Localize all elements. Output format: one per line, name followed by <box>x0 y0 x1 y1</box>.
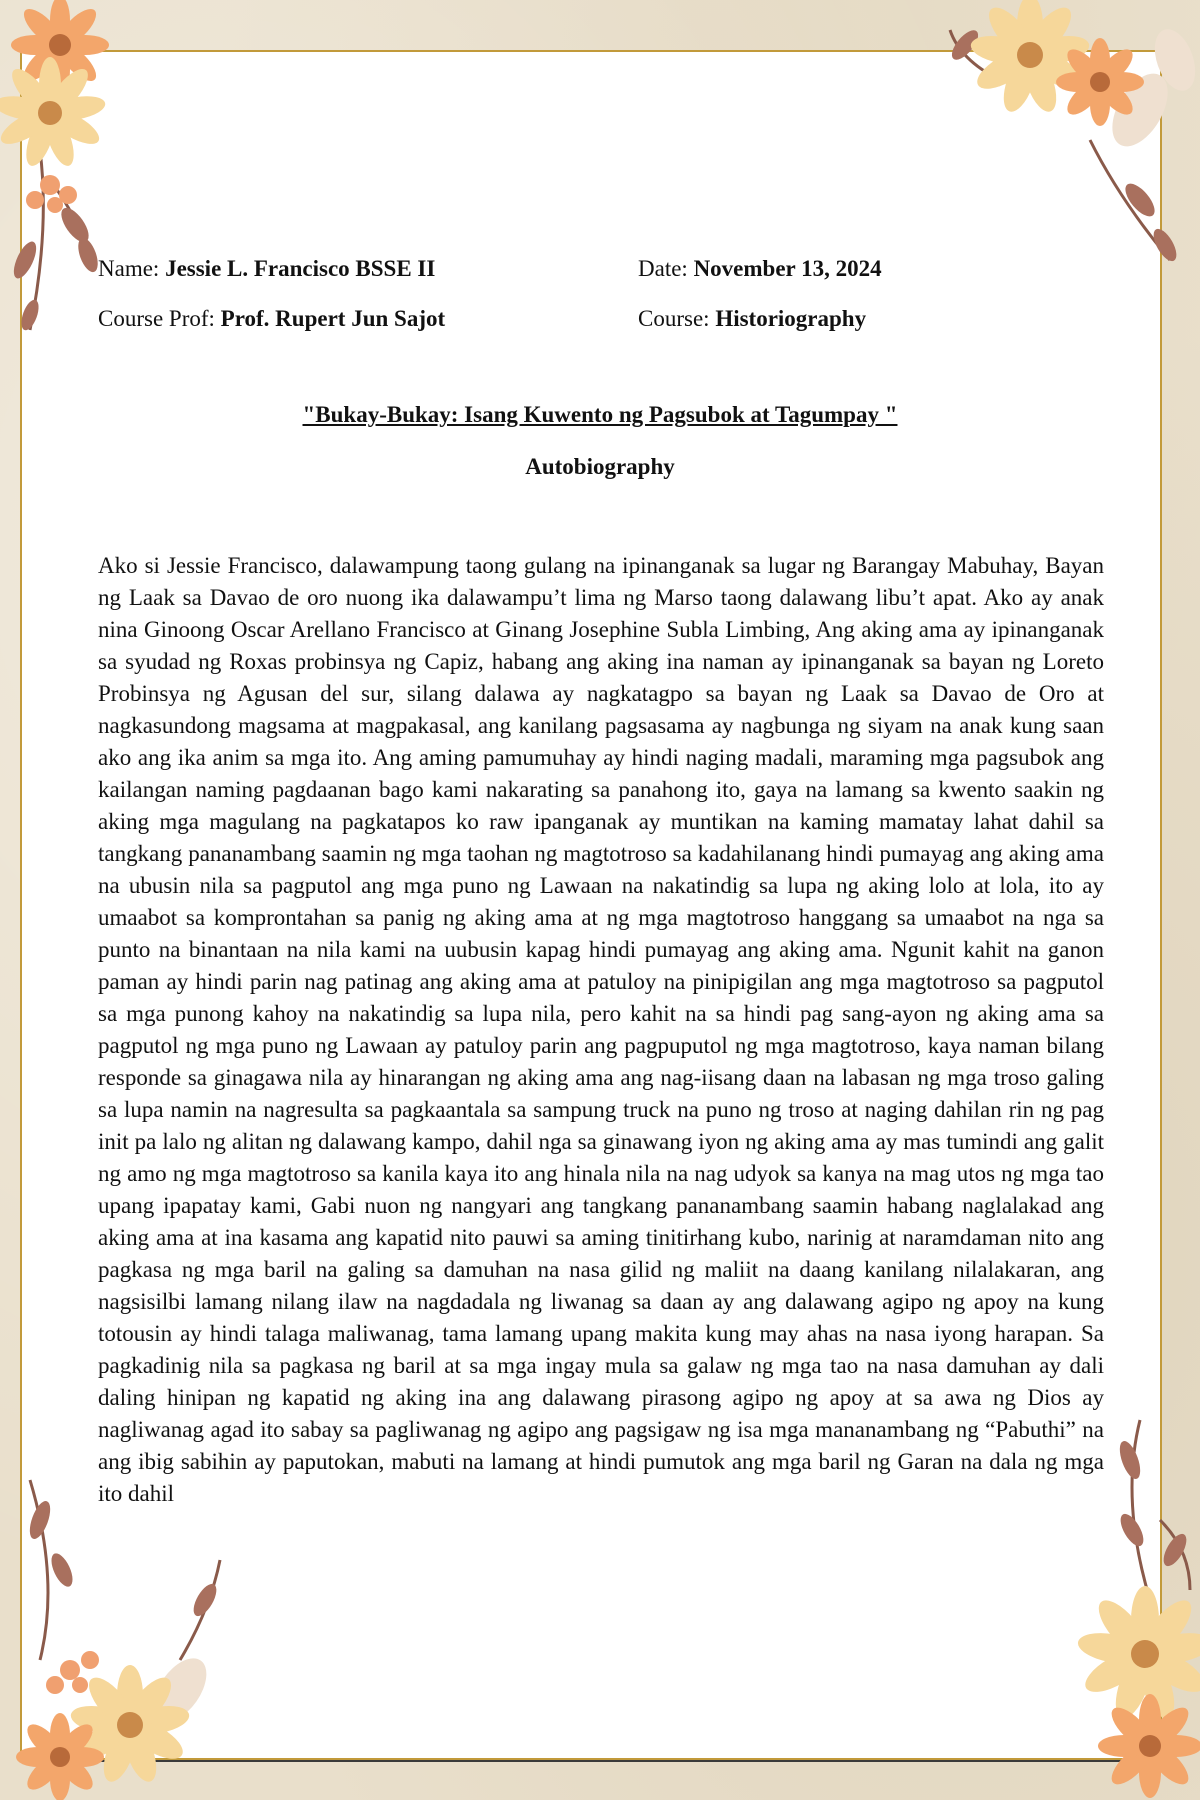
floral-bottom-left-decoration <box>0 1460 240 1800</box>
flower-icon <box>1056 38 1144 126</box>
flower-icon <box>1076 1586 1200 1723</box>
autobiography-body: Ako si Jessie Francisco, dalawampung taong gulang na ipinanganak sa lugar ng Barangay Mabuhay, Bayan ng Laak sa Davao de oro nuong ika dalawampu’t lima ng Marso taong dalawang libu’t apat. Ako ay anak nina Ginoong Oscar Arellano Francisco at Ginang Josephine Subla Limbing, Ang aking ama ay ipinanganak sa syudad ng Roxas probinsya ng Capiz, habang ang aking ina naman ay ipinanganak sa bayan ng Loreto Probinsya ng Agusan del sur, silang dalawa ay nagkatagpo sa bayan ng Laak sa Davao de Oro at nagkasundong magsama at magpakasal, ang kanilang pagsasama ay nagbunga ng siyam na anak kung saan ako ang ika anim sa mga ito. Ang aming pamumuhay ay hindi naging madali, maraming mga pagsubok ang kailangan naming pagdaanan bago kami nakarating sa panahong ito, gaya na lamang sa kwento saakin ng aking mga magulang na pagkatapos ko raw ipanganak ay muntikan na kaming mamatay lahat dahil sa tangkang pananambang saamin ng mga taohan ng magtotroso sa kadahilanang hindi pumayag ang aking ama na ubusin nila sa pagputol ang mga puno ng Lawaan na nakatindig sa lupa ng aking lolo at lola, ito ay umaabot sa komprontahan sa panig ng aking ama at ng mga magtotroso hanggang sa umaabot na nga sa punto na binantaan na nila kami na uubusin kapag hindi pumayag ang aking ama. Ngunit kahit na ganon paman ay hindi parin nag patinag ang aking ama at patuloy na pinipigilan ang mga magtotroso sa pagputol sa mga punong kahoy na nakatindig sa lupa nila, pero kahit na sa hindi pag sang-ayon ng aking ama sa pagputol ng mga puno ng Lawaan ay patuloy parin ang pagpuputol ng mga magtotroso, kaya naman bilang responde sa ginagawa nila ay hinarangan ng aking ama ang nag-iisang daan na labasan ng mga troso galing sa lupa namin na nagresulta sa pagkaantala sa sampung truck na puno ng troso at naging dahilan rin ng pag init pa lalo ng alitan ng dalawang kampo, dahil nga sa ginawang iyon ng aking ama ay mas tumindi ang galit ng amo ng mga magtotroso sa kanila kaya ito ang hinala nila na nag udyok sa kanya na mag utos ng mga tao upang ipapatay kami, Gabi nuon ng nangyari ang tangkang pananambang saamin habang naglalakad ang aking ama at ina kasama ang kapatid nito pauwi sa aming tinitirhang kubo, narinig at naramdaman nito ang pagkasa ng mga baril na galing sa damuhan na nasa gilid ng maliit na daang kanilang nilalakaran, ang nagsisilbi lamang nilang ilaw na nagdadala ng liwanag sa daan ay ang dalawang agipo ng apoy na kung totousin ay hindi talaga maliwanag, tama lamang upang makita kung may ahas na nasa iyong harapan. Sa pagkadinig nila sa pagkasa ng baril at sa mga ingay mula sa galaw ng mga tao na nasa damuhan ay dali daling hinipan ng kapatid ng aking ina ang dalawang pirasong agipo ng apoy at sa awa ng Dios ay nagliwanag agad ito sabay sa pagliwanag ng agipo ang pagsigaw ng isa mga mananambang ng “Pabuthi” na ang ibig sabihin ay paputokan, mabuti na lamang at hindi pumutok ang mga baril ng Garan na dala ng mga ito dahil <box>98 553 1104 1506</box>
flower-icon <box>16 1713 104 1800</box>
course-prof-label: Course Prof: <box>98 306 215 331</box>
name-label: Name: <box>98 256 160 281</box>
date-label: Date: <box>638 256 688 281</box>
course-label: Course: <box>638 306 710 331</box>
flower-icon <box>1098 1694 1200 1798</box>
floral-top-right-decoration <box>940 0 1200 300</box>
name-value: Jessie L. Francisco BSSE II <box>165 256 436 281</box>
document-title: "Bukay-Bukay: Isang Kuwento ng Pagsubok at Tagumpay " <box>302 402 898 427</box>
date-value: November 13, 2024 <box>693 256 882 281</box>
course-prof-value: Prof. Rupert Jun Sajot <box>220 306 446 331</box>
floral-top-left-decoration <box>0 0 200 340</box>
document-subtitle: Autobiography <box>525 454 675 479</box>
name-field <box>98 256 435 282</box>
course-prof-field <box>98 306 445 332</box>
course-value: Historiography <box>715 306 867 331</box>
date-field <box>638 256 882 282</box>
course-field <box>638 306 866 332</box>
